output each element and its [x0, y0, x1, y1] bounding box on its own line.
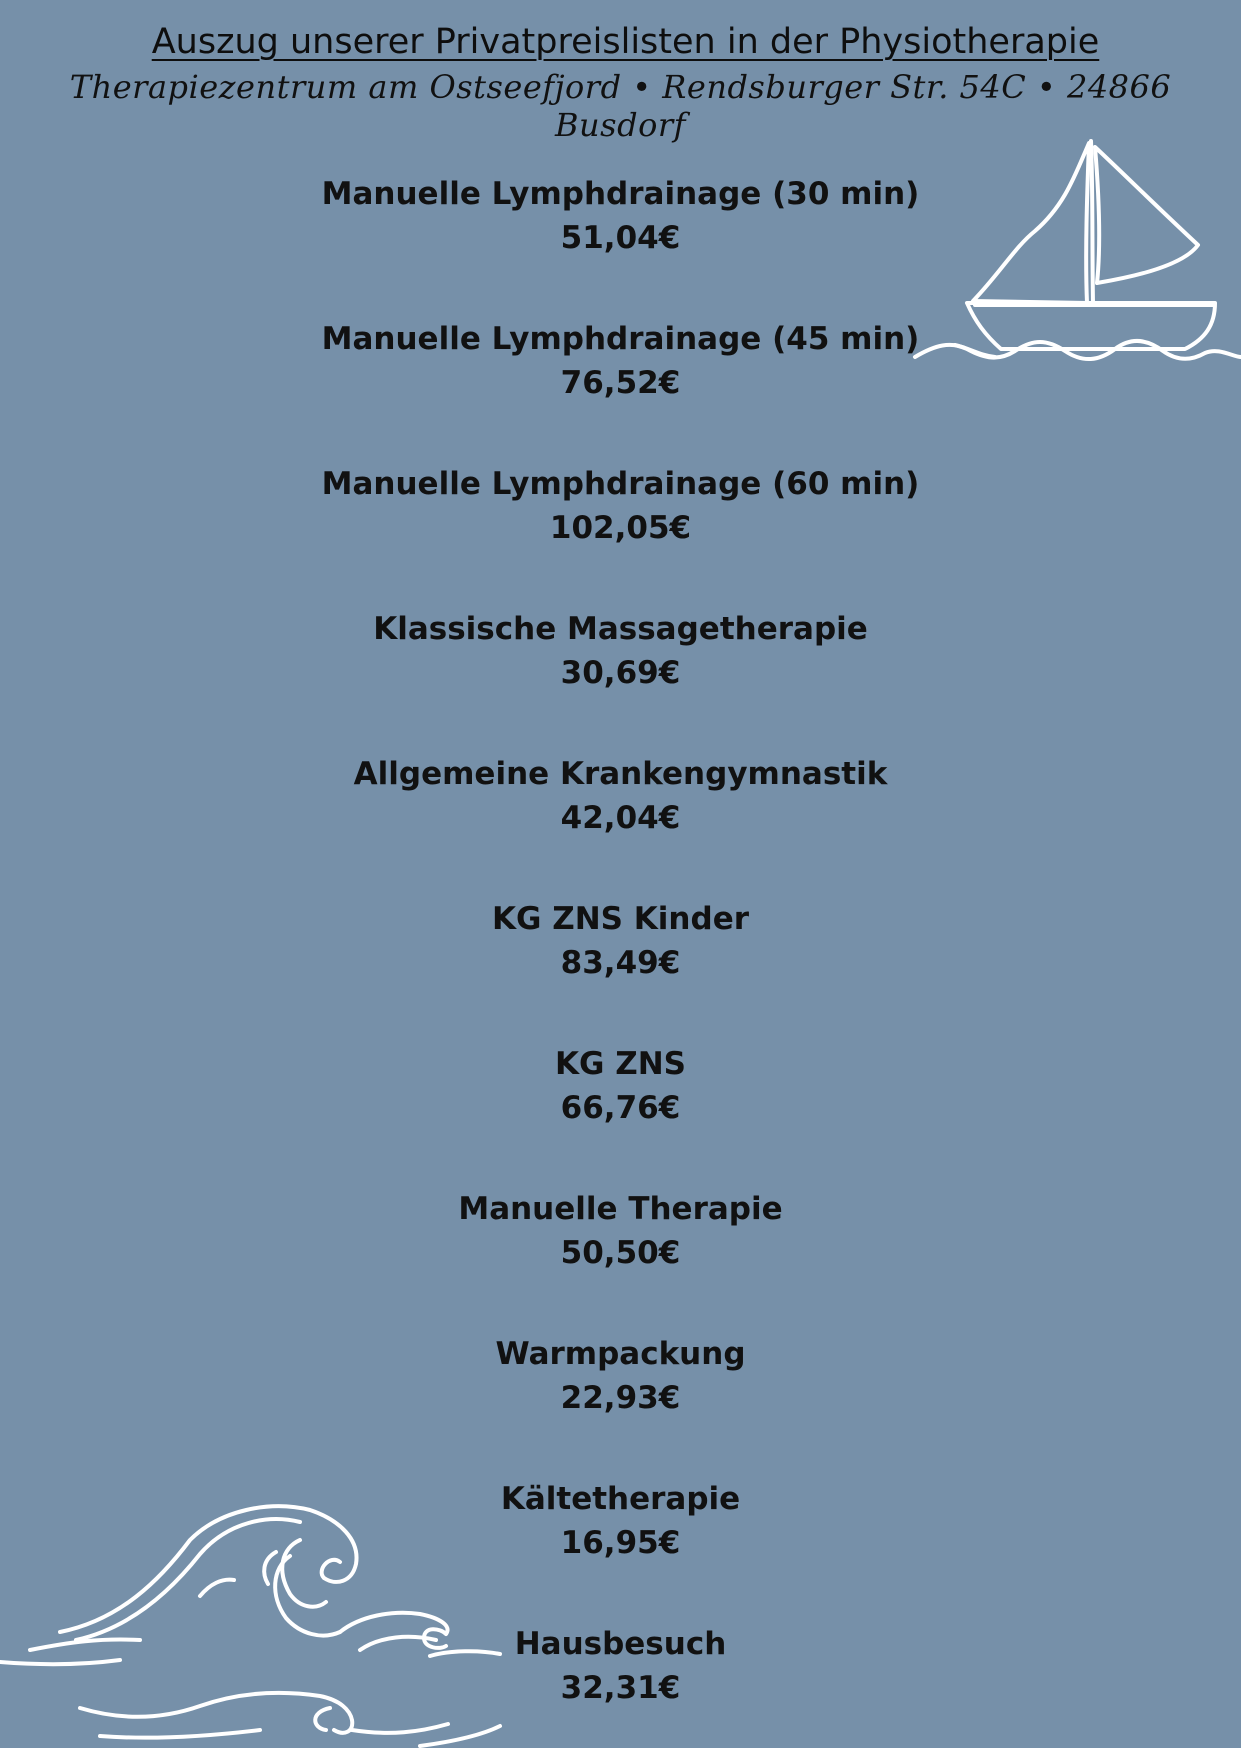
price-item: [0, 607, 1241, 695]
price-item: [0, 897, 1241, 985]
service-name: Manuelle Lymphdrainage (60 min): [321, 466, 920, 502]
service-name: Kältetherapie: [500, 1481, 741, 1517]
service-price: 76,52€: [560, 365, 681, 401]
service-name: Allgemeine Krankengymnastik: [353, 756, 888, 792]
service-name: Warmpackung: [495, 1336, 746, 1372]
service-name: KG ZNS: [554, 1046, 686, 1082]
price-item: [0, 1042, 1241, 1130]
price-item: [0, 462, 1241, 550]
price-item: [0, 1477, 1241, 1565]
service-price: 51,04€: [560, 220, 681, 256]
service-name: Klassische Massagetherapie: [373, 611, 868, 647]
service-price: 30,69€: [560, 655, 681, 691]
service-price: 66,76€: [560, 1090, 681, 1126]
service-price: 16,95€: [560, 1525, 681, 1561]
service-price: 42,04€: [560, 800, 681, 836]
service-name: Manuelle Therapie: [458, 1191, 783, 1227]
price-item: [0, 317, 1241, 405]
price-item: [0, 752, 1241, 840]
service-name: Manuelle Lymphdrainage (30 min): [321, 176, 920, 212]
service-name: Manuelle Lymphdrainage (45 min): [321, 321, 920, 357]
service-price: 102,05€: [549, 510, 692, 546]
service-price: 50,50€: [560, 1235, 681, 1271]
service-price: 22,93€: [560, 1380, 681, 1416]
header: [0, 22, 1241, 144]
price-item: [0, 1622, 1241, 1710]
price-item: [0, 172, 1241, 260]
page-subtitle: Therapiezentrum am Ostseefjord • Rendsburger Str. 54C • 24866 Busdorf: [69, 68, 1172, 144]
service-name: Hausbesuch: [514, 1626, 727, 1662]
service-price: 83,49€: [560, 945, 681, 981]
page-title: Auszug unserer Privatpreislisten in der Physiotherapie: [151, 22, 1100, 62]
service-name: KG ZNS Kinder: [491, 901, 750, 937]
price-item: [0, 1187, 1241, 1275]
price-item: [0, 1332, 1241, 1420]
service-price: 32,31€: [560, 1670, 681, 1706]
